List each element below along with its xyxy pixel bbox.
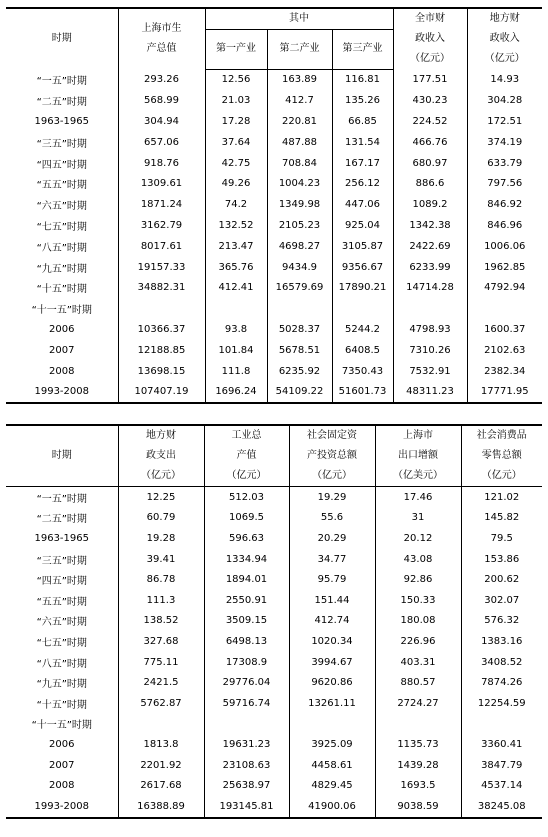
header-fixed-investment: 社会固定资 产投资总额 （亿元） <box>289 425 375 487</box>
value-cell: 4829.45 <box>289 775 375 796</box>
value-cell: 7350.43 <box>332 361 393 382</box>
value-cell: 466.76 <box>393 132 467 153</box>
value-cell: 1894.01 <box>204 569 289 590</box>
value-cell: 430.23 <box>393 90 467 111</box>
value-cell: 121.02 <box>461 487 542 508</box>
value-cell: 1600.37 <box>467 319 542 340</box>
header-export-increase: 上海市 出口增额 （亿美元） <box>375 425 461 487</box>
value-cell: 304.28 <box>467 90 542 111</box>
value-cell: 3994.67 <box>289 652 375 673</box>
value-cell: 2724.27 <box>375 693 461 714</box>
table-row <box>6 173 542 194</box>
period-cell: “十五”时期 <box>36 284 87 296</box>
value-cell: 172.51 <box>467 111 542 132</box>
value-cell: 49.26 <box>205 173 267 194</box>
value-cell: 200.62 <box>461 569 542 590</box>
table-row <box>6 381 542 403</box>
value-cell: 576.32 <box>461 611 542 632</box>
value-cell: 12.56 <box>205 69 267 90</box>
value-cell: 19157.33 <box>118 257 205 278</box>
table-row <box>6 775 542 796</box>
value-cell: 14714.28 <box>393 277 467 298</box>
period-cell: 1993-2008 <box>6 796 118 818</box>
value-cell: 3105.87 <box>332 236 393 257</box>
value-cell: 9434.9 <box>267 257 332 278</box>
economic-table-1 <box>6 7 542 404</box>
value-cell: 2422.69 <box>393 236 467 257</box>
value-cell: 1334.94 <box>204 549 289 570</box>
table-row <box>6 734 542 755</box>
value-cell: 60.79 <box>118 508 204 529</box>
table-row <box>6 298 542 319</box>
header-period: 时期 <box>6 425 118 487</box>
table-row <box>6 277 542 298</box>
value-cell: 5028.37 <box>267 319 332 340</box>
value-cell: 304.94 <box>118 111 205 132</box>
value-cell: 2421.5 <box>118 672 204 693</box>
economic-table-2 <box>6 424 542 819</box>
value-cell: 596.63 <box>204 528 289 549</box>
period-cell: “三五”时期 <box>36 555 87 567</box>
period-cell: “一五”时期 <box>36 493 87 505</box>
value-cell: 9038.59 <box>375 796 461 818</box>
value-cell: 302.07 <box>461 590 542 611</box>
value-cell: 111.8 <box>205 361 267 382</box>
value-cell: 4792.94 <box>467 277 542 298</box>
period-cell: “一五”时期 <box>36 76 87 88</box>
table-row <box>6 672 542 693</box>
value-cell: 1813.8 <box>118 734 204 755</box>
value-cell: 708.84 <box>267 153 332 174</box>
value-cell: 13261.11 <box>289 693 375 714</box>
value-cell: 365.76 <box>205 257 267 278</box>
value-cell: 39.41 <box>118 549 204 570</box>
value-cell: 9356.67 <box>332 257 393 278</box>
period-cell: 2006 <box>49 323 75 335</box>
value-cell: 145.82 <box>461 508 542 529</box>
value-cell: 17771.95 <box>467 381 542 403</box>
table-row <box>6 590 542 611</box>
value-cell: 1871.24 <box>118 194 205 215</box>
value-cell: 66.85 <box>332 111 393 132</box>
value-cell: 1309.61 <box>118 173 205 194</box>
value-cell: 150.33 <box>375 590 461 611</box>
table-row <box>6 569 542 590</box>
value-cell <box>289 714 375 735</box>
value-cell: 34882.31 <box>118 277 205 298</box>
period-cell: “八五”时期 <box>36 242 87 254</box>
value-cell: 846.92 <box>467 194 542 215</box>
value-cell: 177.51 <box>393 69 467 90</box>
period-cell: “七五”时期 <box>36 637 87 649</box>
value-cell: 7532.91 <box>393 361 467 382</box>
header-tertiary-industry: 第三产业 <box>332 30 393 70</box>
value-cell: 20.12 <box>375 528 461 549</box>
value-cell: 10366.37 <box>118 319 205 340</box>
value-cell: 151.44 <box>289 590 375 611</box>
value-cell: 3408.52 <box>461 652 542 673</box>
value-cell: 51601.73 <box>332 381 393 403</box>
value-cell: 9620.86 <box>289 672 375 693</box>
value-cell: 680.97 <box>393 153 467 174</box>
table-row <box>6 194 542 215</box>
value-cell: 59716.74 <box>204 693 289 714</box>
value-cell: 293.26 <box>118 69 205 90</box>
value-cell: 7310.26 <box>393 340 467 361</box>
value-cell: 37.64 <box>205 132 267 153</box>
header-gdp: 上海市生 产总值 <box>118 8 205 69</box>
table-row <box>6 549 542 570</box>
header-local-revenue: 地方财 政收入 （亿元） <box>467 8 542 69</box>
value-cell: 74.2 <box>205 194 267 215</box>
value-cell: 412.74 <box>289 611 375 632</box>
value-cell <box>267 298 332 319</box>
value-cell: 180.08 <box>375 611 461 632</box>
value-cell: 16579.69 <box>267 277 332 298</box>
value-cell <box>467 298 542 319</box>
value-cell: 12188.85 <box>118 340 205 361</box>
table-row <box>6 487 542 508</box>
value-cell: 1020.34 <box>289 631 375 652</box>
table-row <box>6 319 542 340</box>
value-cell: 487.88 <box>267 132 332 153</box>
value-cell: 17890.21 <box>332 277 393 298</box>
table-row <box>6 69 542 90</box>
header-fiscal-revenue: 全市财 政收入 （亿元） <box>393 8 467 69</box>
value-cell: 135.26 <box>332 90 393 111</box>
value-cell: 132.52 <box>205 215 267 236</box>
period-cell: 2007 <box>49 759 75 771</box>
value-cell: 20.29 <box>289 528 375 549</box>
value-cell: 34.77 <box>289 549 375 570</box>
value-cell: 2617.68 <box>118 775 204 796</box>
value-cell: 8017.61 <box>118 236 205 257</box>
value-cell: 48311.23 <box>393 381 467 403</box>
value-cell: 3509.15 <box>204 611 289 632</box>
value-cell: 111.3 <box>118 590 204 611</box>
value-cell <box>461 714 542 735</box>
period-cell: “四五”时期 <box>36 159 87 171</box>
value-cell: 86.78 <box>118 569 204 590</box>
period-cell: “五五”时期 <box>36 596 87 608</box>
period-cell: “二五”时期 <box>36 97 87 109</box>
value-cell: 256.12 <box>332 173 393 194</box>
value-cell: 4537.14 <box>461 775 542 796</box>
period-cell: “十五”时期 <box>36 699 87 711</box>
value-cell: 3847.79 <box>461 755 542 776</box>
value-cell: 42.75 <box>205 153 267 174</box>
value-cell: 1135.73 <box>375 734 461 755</box>
value-cell: 213.47 <box>205 236 267 257</box>
value-cell: 54109.22 <box>267 381 332 403</box>
value-cell: 25638.97 <box>204 775 289 796</box>
value-cell: 226.96 <box>375 631 461 652</box>
value-cell: 43.08 <box>375 549 461 570</box>
value-cell: 23108.63 <box>204 755 289 776</box>
table-row <box>6 153 542 174</box>
value-cell: 512.03 <box>204 487 289 508</box>
period-cell: “六五”时期 <box>36 201 87 213</box>
period-cell: “二五”时期 <box>36 514 87 526</box>
value-cell: 846.96 <box>467 215 542 236</box>
value-cell: 2550.91 <box>204 590 289 611</box>
header-secondary-industry: 第二产业 <box>267 30 332 70</box>
table-row <box>6 111 542 132</box>
table-row <box>6 652 542 673</box>
value-cell: 14.93 <box>467 69 542 90</box>
value-cell: 568.99 <box>118 90 205 111</box>
value-cell <box>375 714 461 735</box>
value-cell: 19631.23 <box>204 734 289 755</box>
table-row <box>6 215 542 236</box>
value-cell: 167.17 <box>332 153 393 174</box>
value-cell: 880.57 <box>375 672 461 693</box>
header-group-of-which: 其中 <box>205 8 393 30</box>
value-cell: 19.28 <box>118 528 204 549</box>
period-cell: 2008 <box>49 780 75 792</box>
header-retail-sales: 社会消费品 零售总额 （亿元） <box>461 425 542 487</box>
table-row <box>6 796 542 818</box>
header-period: 时期 <box>6 8 118 69</box>
value-cell: 138.52 <box>118 611 204 632</box>
value-cell: 4698.27 <box>267 236 332 257</box>
value-cell: 17308.9 <box>204 652 289 673</box>
value-cell: 6498.13 <box>204 631 289 652</box>
value-cell: 1696.24 <box>205 381 267 403</box>
value-cell: 1439.28 <box>375 755 461 776</box>
value-cell <box>393 298 467 319</box>
value-cell: 403.31 <box>375 652 461 673</box>
value-cell: 13698.15 <box>118 361 205 382</box>
value-cell: 6408.5 <box>332 340 393 361</box>
value-cell: 131.54 <box>332 132 393 153</box>
value-cell: 1004.23 <box>267 173 332 194</box>
table-row <box>6 528 542 549</box>
table-row <box>6 132 542 153</box>
value-cell: 7874.26 <box>461 672 542 693</box>
value-cell: 1383.16 <box>461 631 542 652</box>
header-industrial-output: 工业总 产值 （亿元） <box>204 425 289 487</box>
value-cell: 224.52 <box>393 111 467 132</box>
value-cell: 3162.79 <box>118 215 205 236</box>
value-cell: 657.06 <box>118 132 205 153</box>
period-cell: “十一五”时期 <box>31 305 92 317</box>
value-cell <box>118 298 205 319</box>
value-cell: 16388.89 <box>118 796 204 818</box>
value-cell: 12.25 <box>118 487 204 508</box>
value-cell <box>332 298 393 319</box>
table-row <box>6 257 542 278</box>
table-row <box>6 340 542 361</box>
table-row <box>6 693 542 714</box>
value-cell: 95.79 <box>289 569 375 590</box>
value-cell: 2382.34 <box>467 361 542 382</box>
value-cell: 4798.93 <box>393 319 467 340</box>
value-cell: 193145.81 <box>204 796 289 818</box>
value-cell: 918.76 <box>118 153 205 174</box>
value-cell: 1693.5 <box>375 775 461 796</box>
value-cell: 886.6 <box>393 173 467 194</box>
period-cell: “九五”时期 <box>36 263 87 275</box>
table-row <box>6 236 542 257</box>
value-cell: 1349.98 <box>267 194 332 215</box>
period-cell: 2006 <box>49 738 75 750</box>
value-cell: 374.19 <box>467 132 542 153</box>
period-cell: 2008 <box>49 365 75 377</box>
value-cell: 1342.38 <box>393 215 467 236</box>
header-local-expenditure: 地方财 政支出 （亿元） <box>118 425 204 487</box>
value-cell <box>204 714 289 735</box>
value-cell: 220.81 <box>267 111 332 132</box>
value-cell: 6233.99 <box>393 257 467 278</box>
value-cell: 412.7 <box>267 90 332 111</box>
value-cell: 1006.06 <box>467 236 542 257</box>
period-cell: “四五”时期 <box>36 576 87 588</box>
value-cell: 107407.19 <box>118 381 205 403</box>
value-cell: 163.89 <box>267 69 332 90</box>
value-cell: 633.79 <box>467 153 542 174</box>
period-cell: “六五”时期 <box>36 617 87 629</box>
value-cell: 1089.2 <box>393 194 467 215</box>
period-cell: “十一五”时期 <box>31 720 92 732</box>
value-cell: 327.68 <box>118 631 204 652</box>
value-cell: 2102.63 <box>467 340 542 361</box>
value-cell: 31 <box>375 508 461 529</box>
value-cell: 6235.92 <box>267 361 332 382</box>
header-primary-industry: 第一产业 <box>205 30 267 70</box>
period-cell: “九五”时期 <box>36 679 87 691</box>
value-cell: 38245.08 <box>461 796 542 818</box>
table-row <box>6 90 542 111</box>
period-cell: “三五”时期 <box>36 138 87 150</box>
period-cell: 1963-1965 <box>34 115 89 127</box>
value-cell: 447.06 <box>332 194 393 215</box>
table-row <box>6 755 542 776</box>
value-cell: 153.86 <box>461 549 542 570</box>
value-cell: 41900.06 <box>289 796 375 818</box>
value-cell: 4458.61 <box>289 755 375 776</box>
table-row <box>6 714 542 735</box>
value-cell: 21.03 <box>205 90 267 111</box>
value-cell: 775.11 <box>118 652 204 673</box>
value-cell: 3925.09 <box>289 734 375 755</box>
period-cell: 1993-2008 <box>6 381 118 403</box>
table-row <box>6 611 542 632</box>
value-cell: 5762.87 <box>118 693 204 714</box>
value-cell: 3360.41 <box>461 734 542 755</box>
value-cell: 93.8 <box>205 319 267 340</box>
period-cell: 2007 <box>49 344 75 356</box>
value-cell: 12254.59 <box>461 693 542 714</box>
value-cell: 2201.92 <box>118 755 204 776</box>
value-cell <box>118 714 204 735</box>
value-cell: 925.04 <box>332 215 393 236</box>
value-cell: 55.6 <box>289 508 375 529</box>
table-row <box>6 631 542 652</box>
value-cell: 79.5 <box>461 528 542 549</box>
value-cell: 1962.85 <box>467 257 542 278</box>
value-cell: 116.81 <box>332 69 393 90</box>
table-row <box>6 361 542 382</box>
table-row <box>6 508 542 529</box>
period-cell: 1963-1965 <box>34 532 89 544</box>
value-cell: 29776.04 <box>204 672 289 693</box>
value-cell: 101.84 <box>205 340 267 361</box>
value-cell: 797.56 <box>467 173 542 194</box>
value-cell: 19.29 <box>289 487 375 508</box>
period-cell: “七五”时期 <box>36 221 87 233</box>
value-cell: 17.28 <box>205 111 267 132</box>
value-cell: 5678.51 <box>267 340 332 361</box>
value-cell: 17.46 <box>375 487 461 508</box>
period-cell: “五五”时期 <box>36 180 87 192</box>
value-cell: 1069.5 <box>204 508 289 529</box>
value-cell: 92.86 <box>375 569 461 590</box>
value-cell: 2105.23 <box>267 215 332 236</box>
value-cell: 412.41 <box>205 277 267 298</box>
value-cell: 5244.2 <box>332 319 393 340</box>
period-cell: “八五”时期 <box>36 658 87 670</box>
value-cell <box>205 298 267 319</box>
